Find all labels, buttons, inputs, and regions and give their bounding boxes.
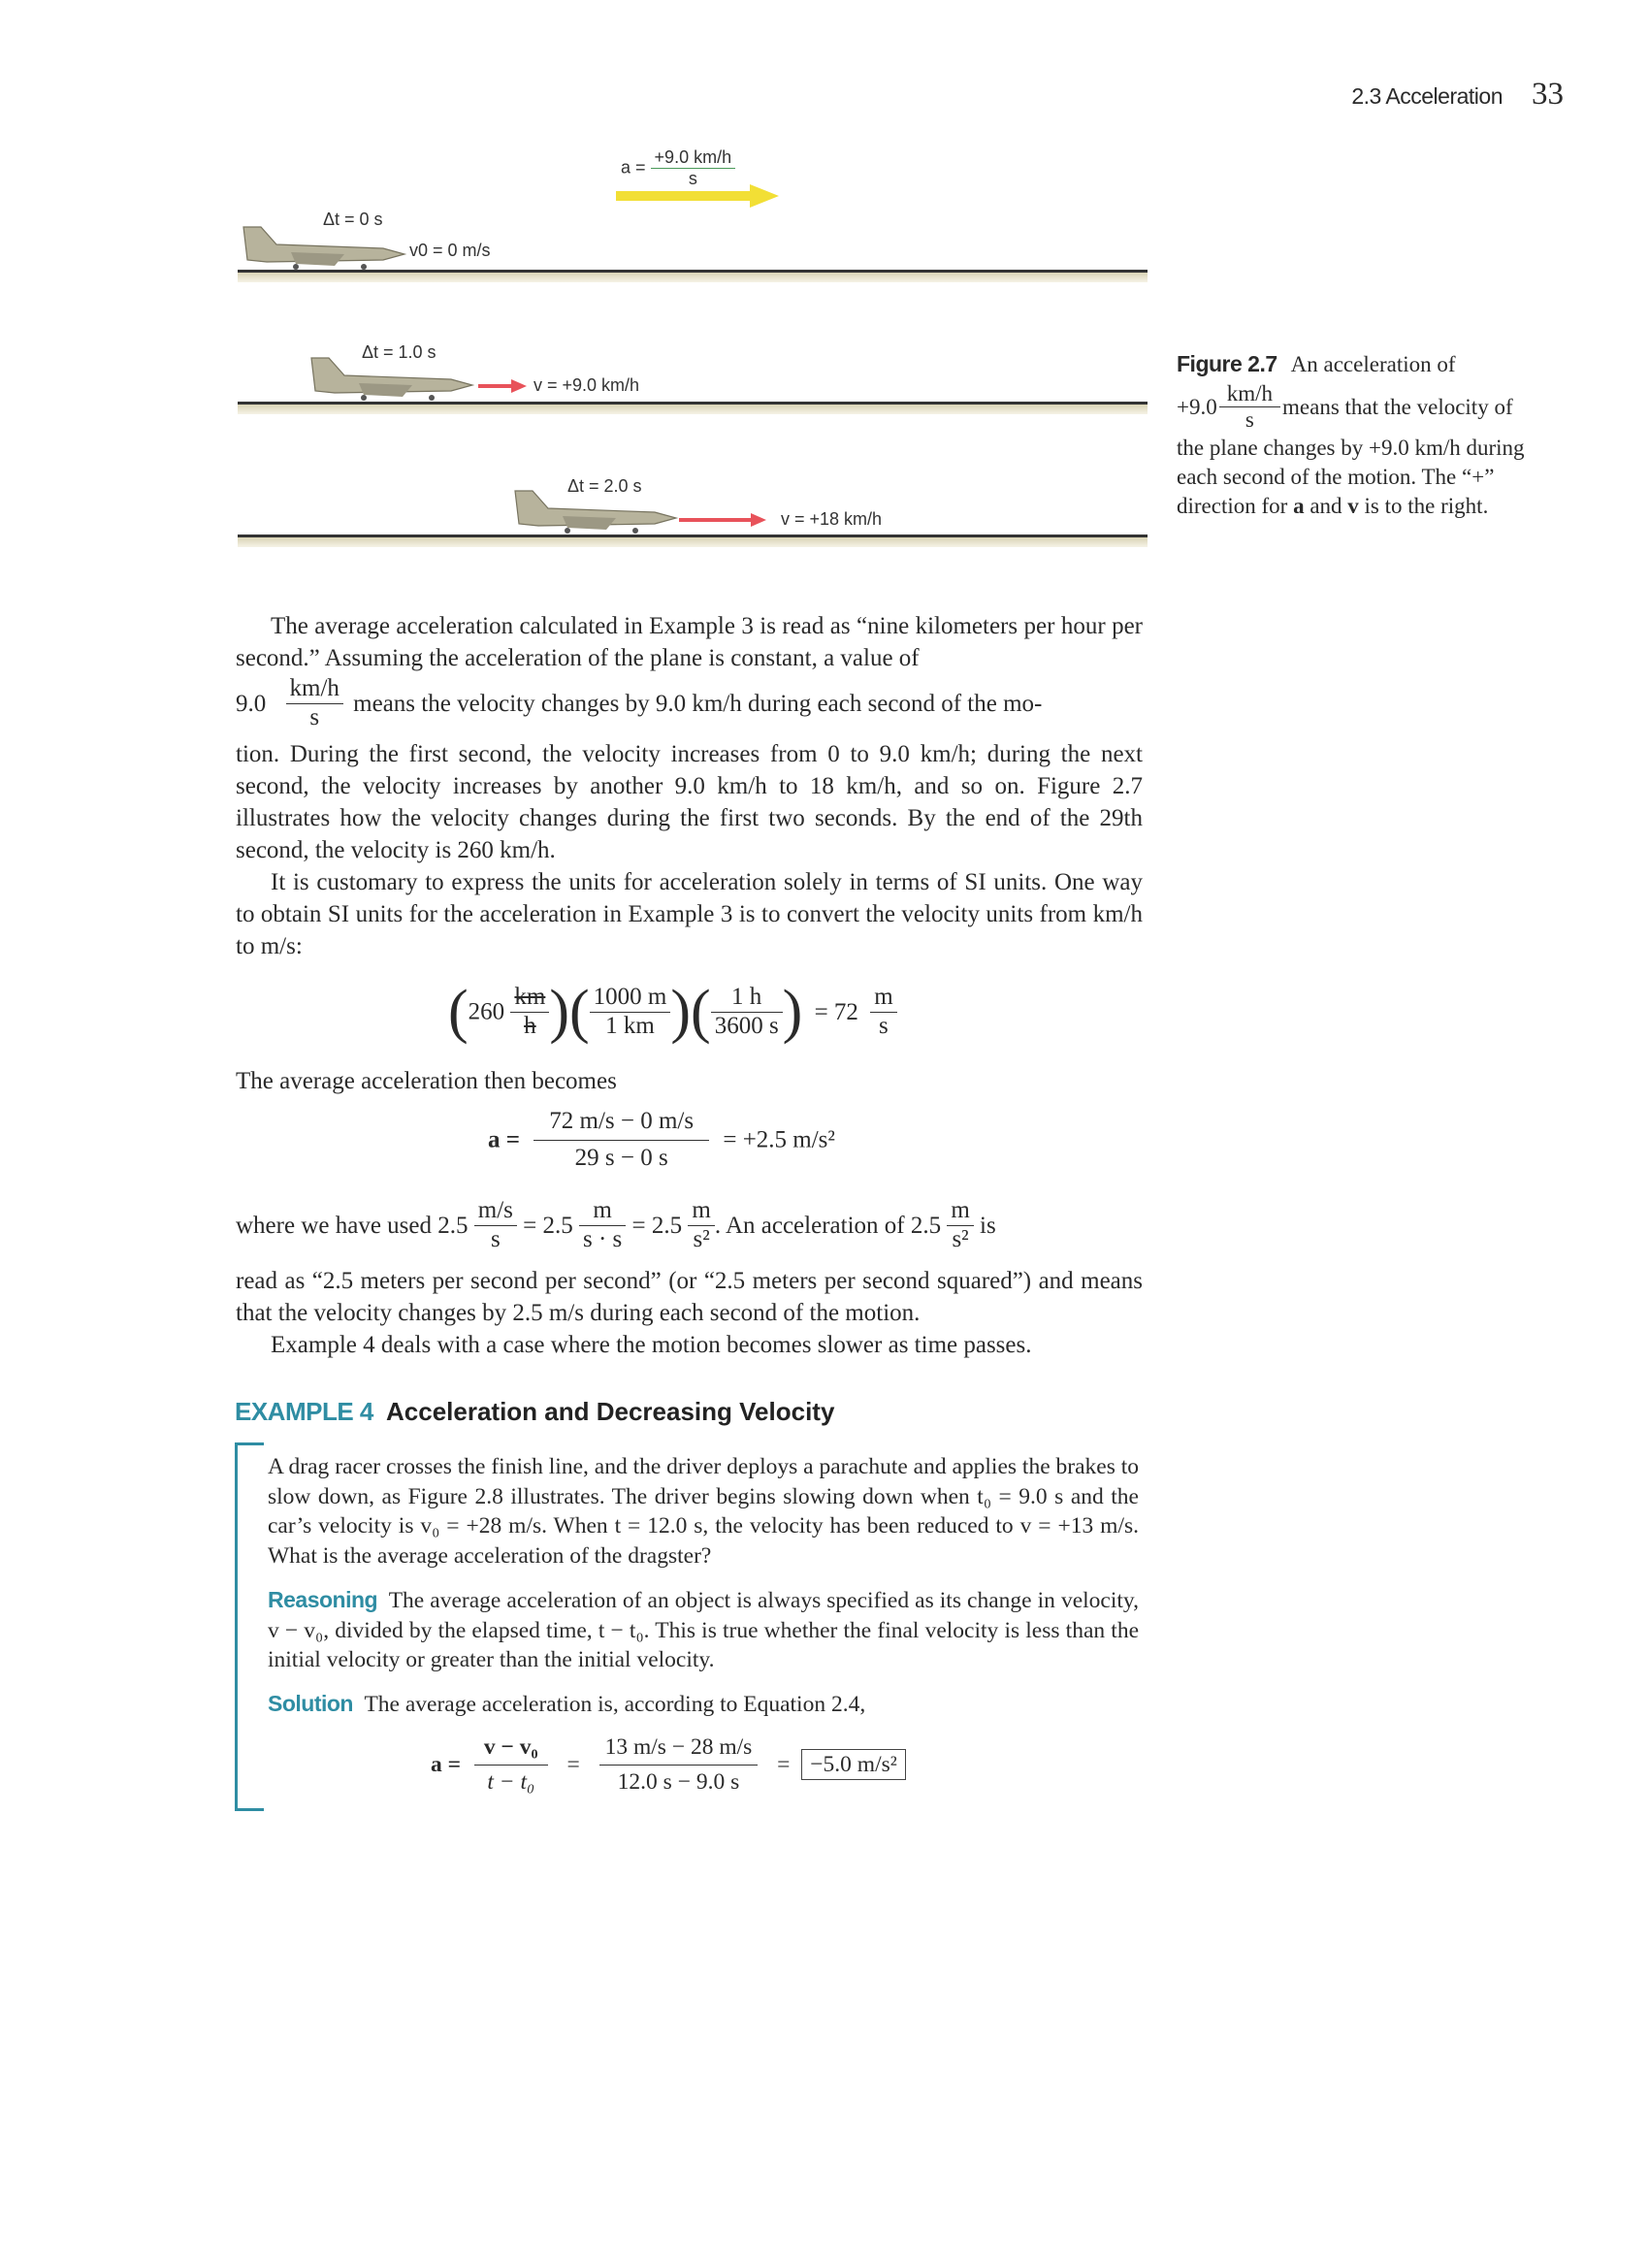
example-reasoning — [268, 1585, 1139, 1675]
conv-f2-den: 1 km — [605, 1013, 655, 1039]
caption-v-symbol: v — [1347, 493, 1359, 518]
p4-f2-den: s · s — [582, 1225, 623, 1252]
avg-denominator: 29 s − 0 s — [574, 1144, 668, 1171]
avg-lhs: a = — [488, 1126, 520, 1153]
caption-and: and — [1310, 493, 1342, 518]
sol-eq1: = — [566, 1752, 580, 1778]
conv-f3-num: 1 h — [711, 984, 783, 1013]
sol-lhs: a = — [431, 1752, 462, 1778]
example-problem — [268, 1452, 1139, 1571]
p1-denominator: s — [309, 703, 320, 730]
paren-close: ) — [670, 979, 692, 1045]
p4-f4-den: s² — [952, 1225, 969, 1252]
conv-fraction-2 — [590, 984, 671, 1041]
p1-numerator: km/h — [286, 675, 343, 704]
p1-text-a: The average acceleration calculated in Example 3 is read as “nine kilometers per hour per second.” Assuming the acceleration of the plane is constant, a value of — [236, 613, 1143, 671]
body-paragraph-2 — [236, 866, 1143, 962]
figure-illustration — [238, 136, 1149, 553]
reasoning-text: The average acceleration of an object is always specified as its change in velocity, v − v₀, divided by the elapsed time, t − t₀. This is true whether the final velocity is less than the initial velocity or greater than the initial velocity. — [268, 1588, 1139, 1672]
caption-label: Figure 2.7 — [1177, 351, 1277, 376]
sol-fraction-2 — [599, 1734, 759, 1796]
conv-equals: = 72 — [814, 998, 858, 1025]
page-number: 33 — [1532, 77, 1564, 112]
p4-fraction-1 — [474, 1197, 517, 1254]
solution-equation — [431, 1734, 906, 1796]
sol-eq2: = — [777, 1752, 791, 1778]
body-paragraph-1-continued — [236, 738, 1143, 866]
problem-text: A drag racer crosses the finish line, and the driver deploys a parachute and applies the brakes to slow down, as Figure 2.8 illustrates. The driver begins slowing down when t₀ = 9.0 s and the car’s velocity is v₀ = +28 m/s. When t = 12.0 s, the velocity has been reduced to v = +13 m/s. What is the average acceleration of the dragster? — [268, 1454, 1139, 1569]
caption-text-1: An acceleration of — [1290, 352, 1456, 376]
example-solution — [268, 1689, 1139, 1720]
caption-a-symbol: a — [1293, 493, 1305, 518]
row2-time: Δt = 1.0 s — [362, 342, 436, 362]
acceleration-label — [621, 147, 735, 188]
caption-text-3: the plane changes by +9.0 km/h during each second of the motion. The “+” direction for — [1177, 435, 1525, 518]
conversion-equation — [448, 978, 897, 1047]
conv-f3-den: 3600 s — [714, 1013, 779, 1039]
row1-time: Δt = 0 s — [323, 210, 383, 229]
p4-eq2: = 2.5 — [631, 1212, 683, 1239]
p1-value: 9.0 — [236, 690, 267, 717]
caption-numerator: km/h — [1219, 381, 1280, 407]
acceleration-denominator: s — [688, 168, 697, 188]
conv-f1-den: h — [524, 1013, 536, 1039]
body-paragraph-4-continued — [236, 1265, 1143, 1329]
sol-fraction-1 — [474, 1734, 548, 1796]
example-title: Acceleration and Decreasing Velocity — [386, 1397, 835, 1426]
avg-numerator: 72 m/s − 0 m/s — [534, 1108, 709, 1141]
body-paragraph-1-fraction-line — [236, 675, 1143, 732]
p5-text: Example 4 deals with a case where the motion becomes slower as time passes. — [271, 1332, 1032, 1358]
p4-is: is — [980, 1212, 996, 1239]
jet-icon — [509, 487, 679, 535]
sol-f2-den: 12.0 s − 9.0 s — [617, 1769, 740, 1796]
p1-text-c: tion. During the first second, the velocity increases from 0 to 9.0 km/h; during the next second, the velocity increases by another 9.0 km/h to 18 km/h, and so on. Figure 2.7 illustrates how the velocity changes during the first two seconds. By the end of the 29th second, the velocity is 260 km/h. — [236, 741, 1143, 863]
paren-open: ( — [691, 979, 711, 1045]
avg-rhs: = +2.5 m/s² — [723, 1126, 835, 1153]
conv-result-den: s — [879, 1013, 889, 1039]
red-arrow-icon — [478, 379, 527, 393]
running-head — [1351, 76, 1564, 113]
conv-result-fraction — [870, 984, 896, 1041]
caption-text-2: means that the velocity of — [1282, 394, 1513, 419]
row2-velocity: v = +9.0 km/h — [534, 375, 640, 395]
p1-text-b: means the velocity changes by 9.0 km/h during each second of the mo- — [353, 690, 1043, 717]
p2-text: It is customary to express the units for acceleration solely in terms of SI units. One way to obtain SI units for the acceleration in Example 3 is to convert the velocity units from km/h to m/s: — [236, 869, 1143, 959]
row3-velocity: v = +18 km/h — [781, 509, 883, 529]
yellow-arrow-icon — [616, 184, 781, 208]
p4-f1-num: m/s — [474, 1197, 517, 1226]
body-paragraph-5 — [236, 1329, 1143, 1361]
conv-fraction-1 — [510, 984, 549, 1041]
acceleration-numerator: +9.0 km/h — [651, 147, 736, 169]
sol-f1-num: v − v₀ — [474, 1734, 548, 1766]
p4-f3-num: m — [688, 1197, 714, 1226]
section-label: 2.3 Acceleration — [1351, 83, 1503, 109]
paren-open: ( — [569, 979, 590, 1045]
conv-260: 260 — [468, 998, 505, 1025]
caption-line-1 — [1177, 349, 1565, 379]
conv-result-num: m — [870, 984, 896, 1013]
average-acceleration-equation — [488, 1108, 835, 1173]
p4-intro: where we have used 2.5 — [236, 1212, 469, 1239]
body-paragraph-3 — [236, 1065, 1143, 1097]
sol-f2-num: 13 m/s − 28 m/s — [599, 1734, 759, 1766]
body-paragraph-4-fraction-line — [236, 1197, 1143, 1254]
p4-f3-den: s² — [693, 1225, 710, 1252]
p4-fraction-3 — [688, 1197, 714, 1254]
sol-answer: −5.0 m/s² — [801, 1749, 906, 1780]
conv-fraction-3 — [711, 984, 783, 1041]
paren-close: ) — [549, 979, 570, 1045]
caption-line-3 — [1177, 434, 1565, 521]
jet-icon — [238, 223, 407, 272]
sol-f1-den: t − t₀ — [487, 1769, 535, 1796]
figure-caption — [1177, 349, 1565, 521]
p4-fraction-4 — [947, 1197, 973, 1254]
p3-text: The average acceleration then becomes — [236, 1068, 617, 1094]
solution-label: Solution — [268, 1691, 353, 1716]
row1-velocity: v0 = 0 m/s — [409, 241, 491, 260]
caption-denominator: s — [1245, 407, 1254, 433]
p4-mid: . An acceleration of 2.5 — [714, 1212, 942, 1239]
caption-line-2 — [1177, 381, 1565, 434]
caption-value: +9.0 — [1177, 394, 1217, 419]
jet-icon — [306, 354, 475, 403]
ground-shadow — [238, 537, 1148, 547]
p4-f2-num: m — [579, 1197, 626, 1226]
p4-f1-den: s — [490, 1225, 501, 1252]
ground-shadow — [238, 273, 1148, 282]
p4-f4-num: m — [947, 1197, 973, 1226]
p4-eq1: = 2.5 — [523, 1212, 573, 1239]
paren-open: ( — [448, 979, 469, 1045]
p1-fraction — [286, 675, 343, 732]
conv-f1-num: km — [510, 984, 549, 1013]
example-bracket — [235, 1442, 264, 1811]
paren-close: ) — [782, 979, 803, 1045]
p4-fraction-2 — [579, 1197, 626, 1254]
row3-time: Δt = 2.0 s — [567, 476, 642, 496]
avg-fraction — [534, 1108, 709, 1173]
solution-text: The average acceleration is, according to Equation 2.4, — [364, 1692, 866, 1717]
example-number: EXAMPLE 4 — [235, 1397, 373, 1426]
caption-fraction — [1219, 381, 1280, 434]
reasoning-label: Reasoning — [268, 1587, 378, 1612]
conv-f2-num: 1000 m — [590, 984, 671, 1013]
ground-shadow — [238, 405, 1148, 414]
body-paragraph-1 — [236, 610, 1143, 674]
red-arrow-icon — [679, 513, 766, 527]
acceleration-fraction — [651, 147, 736, 188]
caption-text-4: is to the right. — [1364, 493, 1489, 518]
acceleration-symbol: a = — [621, 157, 646, 178]
p4-text-b: read as “2.5 meters per second per second” (or “2.5 meters per second squared”) and means that the velocity changes by 2.5 m/s during each second of the motion. — [236, 1268, 1143, 1326]
